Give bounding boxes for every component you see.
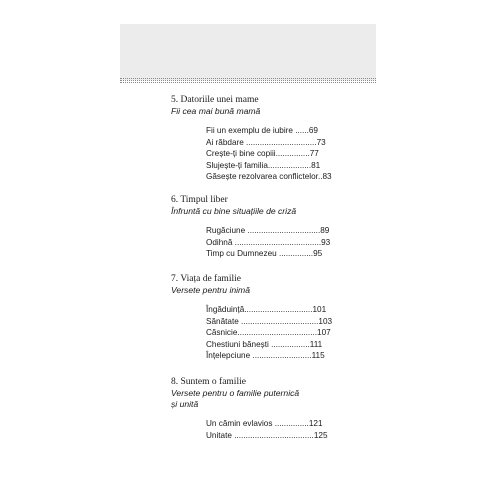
chapter-entries bbox=[206, 225, 371, 260]
chapter-subtitle: Versete pentru o familie puternică bbox=[171, 388, 300, 398]
book-page bbox=[120, 24, 376, 476]
chapter-subtitle: Fii cea mai bună mamă bbox=[171, 106, 261, 116]
table-of-contents bbox=[120, 24, 376, 476]
toc-entry: Ai răbdare ...............................73 bbox=[206, 137, 326, 147]
toc-entry: Odihnă ......................................93 bbox=[206, 237, 331, 247]
chapter-title: 7. Viața de familie bbox=[171, 274, 241, 284]
chapter-subtitle: Versete pentru inimă bbox=[171, 285, 250, 295]
chapter-entries bbox=[206, 418, 371, 441]
chapter-title: 8. Suntem o familie bbox=[171, 377, 246, 387]
chapter-title: 6. Timpul liber bbox=[171, 195, 228, 205]
toc-entry: Slujește-ți familia...................81 bbox=[206, 160, 321, 170]
chapter-subtitle: Înfruntă cu bine situațiile de criză bbox=[171, 206, 297, 216]
chapter-entries bbox=[206, 304, 371, 362]
toc-entry: Crește-ți bine copiii...............77 bbox=[206, 149, 319, 159]
toc-chapter bbox=[171, 274, 371, 362]
chapter-entries bbox=[206, 125, 371, 183]
toc-entry: Chestiuni bănești .................111 bbox=[206, 339, 323, 349]
toc-entry: Timp cu Dumnezeu ...............95 bbox=[206, 249, 323, 259]
toc-entry: Căsnicie...................................107 bbox=[206, 328, 331, 338]
toc-chapter bbox=[171, 195, 371, 260]
toc-chapter bbox=[171, 95, 371, 183]
toc-chapter bbox=[171, 377, 371, 441]
toc-entry: Fii un exemplu de iubire ......69 bbox=[206, 126, 318, 135]
toc-entry: Înțelepciune ..........................115 bbox=[206, 351, 325, 361]
chapter-subtitle: și unită bbox=[171, 399, 199, 409]
toc-entry: Îngăduință..............................101 bbox=[206, 305, 327, 314]
toc-entry: Găsește rezolvarea conflictelor..83 bbox=[206, 172, 332, 182]
toc-entry: Rugăciune ................................89 bbox=[206, 226, 330, 235]
toc-entry: Sănătate ..................................103 bbox=[206, 316, 333, 326]
toc-entry: Un cămin evlavios ...............121 bbox=[206, 419, 323, 428]
chapter-title: 5. Datoriile unei mame bbox=[171, 95, 259, 105]
toc-entry: Unitate ...................................125 bbox=[206, 430, 328, 440]
